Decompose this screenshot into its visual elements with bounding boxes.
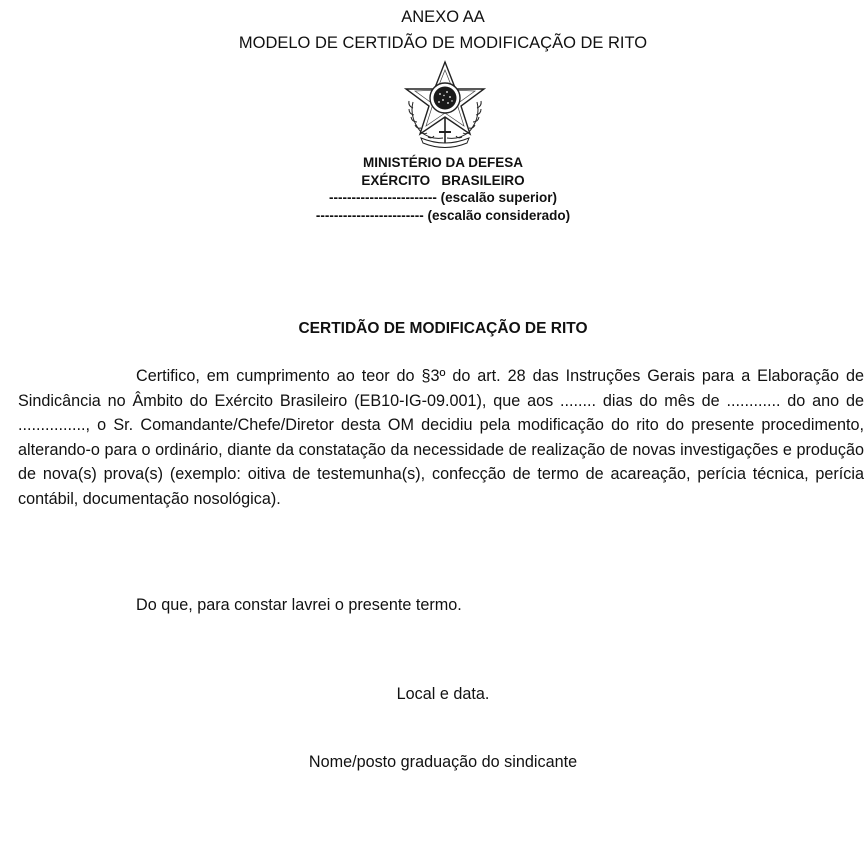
coat-of-arms-icon xyxy=(399,58,491,148)
army-line: EXÉRCITO BRASILEIRO xyxy=(361,172,525,188)
issuing-authority-header xyxy=(0,154,868,224)
considered-echelon-line: ------------------------ (escalão considerado) xyxy=(315,207,571,223)
model-title: MODELO DE CERTIDÃO DE MODIFICAÇÃO DE RITO xyxy=(238,34,648,52)
certificate-body: Certifico, em cumprimento ao teor do §3º do art. 28 das Instruções Gerais para a Elaboração de Sindicância no Âmbito do Exército Brasileiro (EB10-IG-09.001), que aos ........ dias do mês de ............ do ano de ..............., o Sr. Comandante/Chefe/Diretor desta OM decidiu pela modificação do rito do presente procedimento, alterando-o para o ordinário, diante da constatação da necessidade de realização de novas investigações e produção de nova(s) prova(s) (exemplo: oitiva de testemunha(s), confecção de termo de acareação, perícia técnica, perícia contábil, documentação nosológica). xyxy=(18,367,864,508)
closing-statement: Do que, para constar lavrei o presente termo. xyxy=(136,596,462,614)
ministry-line: MINISTÉRIO DA DEFESA xyxy=(362,155,523,170)
document-title: CERTIDÃO DE MODIFICAÇÃO DE RITO xyxy=(298,320,588,337)
upper-echelon-line: ------------------------ (escalão superior) xyxy=(329,190,557,205)
place-and-date: Local e data. xyxy=(396,685,490,703)
signature-line: Nome/posto graduação do sindicante xyxy=(308,753,578,771)
annex-title: ANEXO AA xyxy=(401,8,485,26)
